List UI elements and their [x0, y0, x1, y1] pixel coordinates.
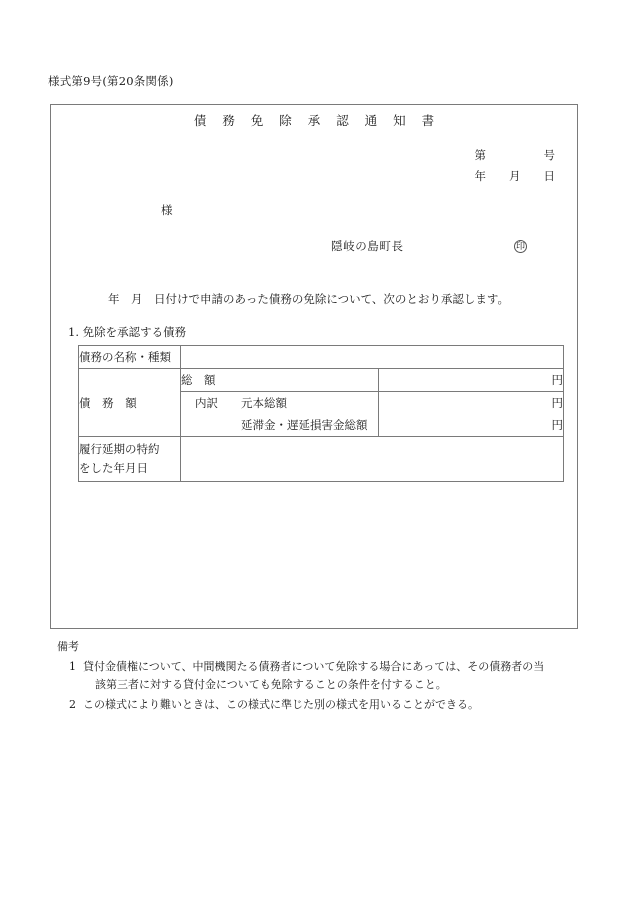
issuer-row	[331, 238, 555, 254]
remark-line-1: 貸付金債権について、中間機関たる債務者について免除する場合にあっては、その債務者の当	[83, 660, 545, 673]
form-frame	[50, 104, 578, 629]
issuer-name: 隠岐の島町長	[331, 239, 404, 253]
body-statement: 年 月 日付けで申請のあった債務の免除について、次のとおり承認します。	[108, 292, 510, 306]
remark-item	[57, 658, 597, 694]
document-title: 債 務 免 除 承 認 通 知 書	[193, 113, 441, 128]
table-row-debt-name	[79, 346, 564, 369]
principal-amount-value[interactable]: 円	[379, 392, 564, 415]
table-row-deferral	[79, 437, 564, 482]
addressee-honorific: 様	[161, 203, 173, 217]
remark-text	[83, 658, 597, 694]
remark-line-2: 該第三者に対する貸付金についても免除することの条件を付すること。	[95, 678, 447, 691]
remark-number: 1	[69, 660, 76, 673]
deferral-date-label-line2: をした年月日	[79, 461, 148, 475]
remark-number: 2	[69, 698, 76, 711]
arrears-label: 延滞金・遅延損害金総額	[241, 418, 368, 432]
remark-text	[83, 696, 597, 714]
arrears-amount-value[interactable]: 円	[379, 414, 564, 437]
serial-number-field: 第 号	[474, 148, 555, 162]
debt-name-label: 債務の名称・種類	[79, 346, 181, 369]
deferral-date-label	[79, 437, 181, 482]
section-heading: 1. 免除を承認する債務	[68, 325, 187, 339]
debt-amount-label: 債 務 額	[79, 369, 181, 437]
total-amount-label: 総 額	[181, 369, 379, 392]
issue-date-field: 年 月 日	[474, 169, 555, 183]
form-number: 様式第9号(第20条関係)	[48, 74, 174, 88]
seal-stamp-icon: 印	[515, 241, 525, 252]
deferral-date-label-line1: 履行延期の特約	[79, 442, 160, 456]
remark-line-1: この様式により難いときは、この様式に準じた別の様式を用いることができる。	[83, 698, 479, 711]
table-row-total	[79, 369, 564, 392]
remarks-title: 備考	[57, 640, 79, 653]
deferral-date-value[interactable]	[181, 437, 564, 482]
debt-name-value[interactable]	[181, 346, 564, 369]
remarks-section	[57, 638, 597, 714]
debt-details-table	[78, 345, 564, 482]
document-meta	[475, 145, 556, 187]
principal-label: 元本総額	[241, 396, 287, 410]
remark-item	[57, 696, 597, 714]
principal-label-cell	[181, 392, 379, 415]
arrears-label-cell	[181, 414, 379, 437]
breakdown-key: 内訳	[195, 396, 218, 410]
total-amount-value[interactable]: 円	[379, 369, 564, 392]
